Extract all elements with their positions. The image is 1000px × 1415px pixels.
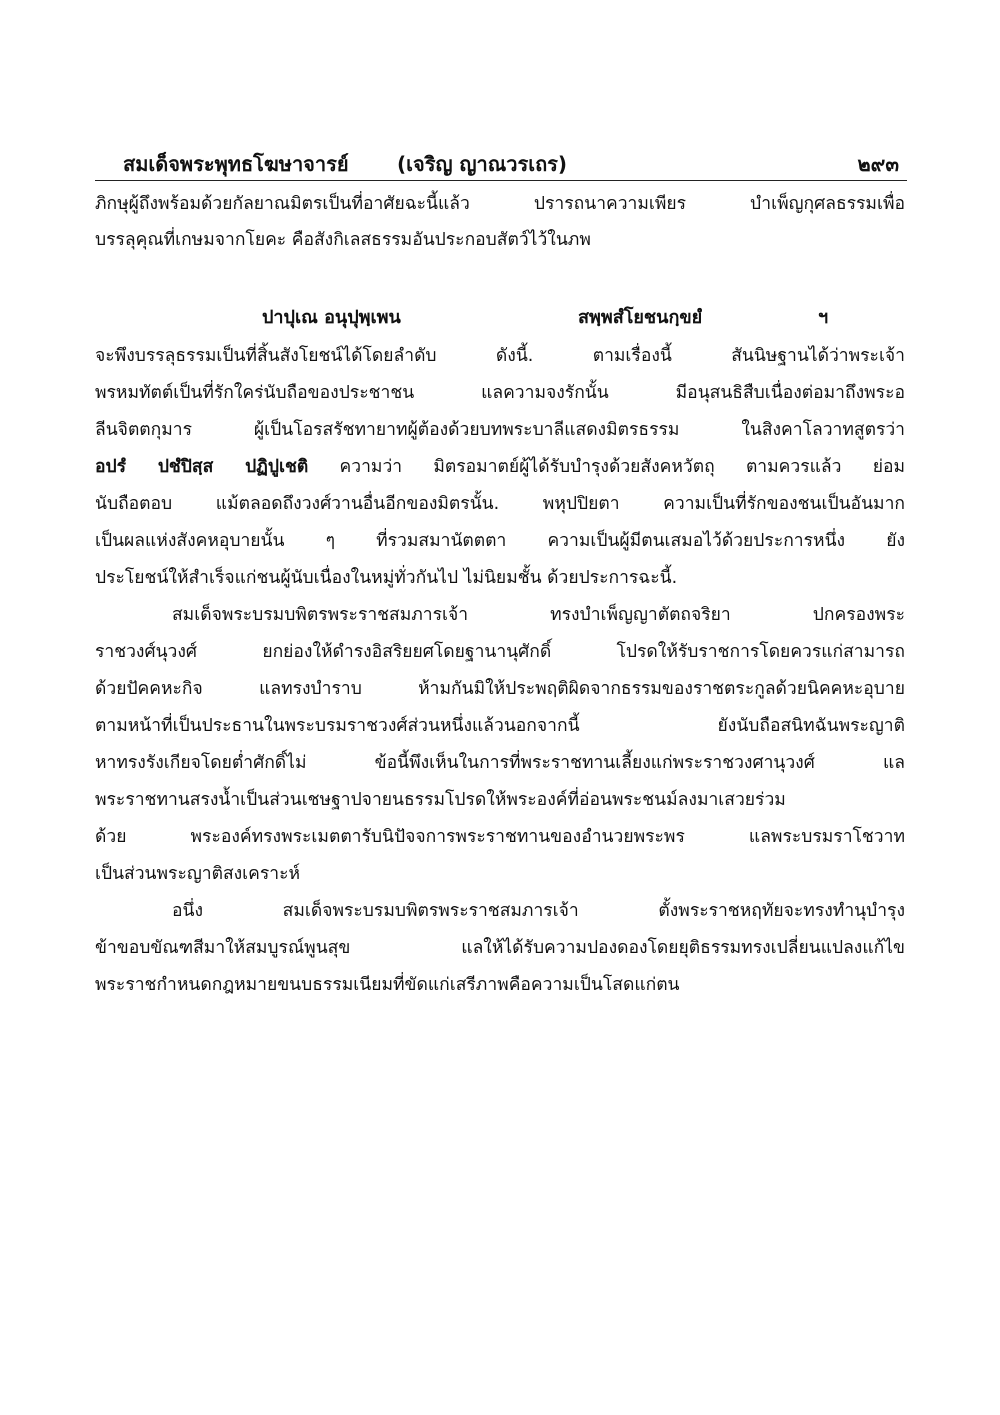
text-line: เป็นผลแห่งสังคหอุบายนั้น ๆ ที่รวมสมานัตตตา ความเป็นผู้มีตนเสมอไว้ด้วยประการหนึ่ง ยัง [95,531,905,551]
page-number: ๒๙๓ [857,152,899,176]
pali-verse-mark: ฯ [818,307,829,328]
text-line: ด้วยปัคคหะกิจ แลทรงบำราบ ห้ามกันมิให้ประพฤติผิดจากธรรมของราชตระกูลด้วยนิคคหะอุบาย [95,679,905,699]
text-line: เป็นส่วนพระญาติสงเคราะห์ [95,864,301,884]
text-line: พระราชทานสรงน้ำเป็นส่วนเชษฐาปจายนธรรมโปรดให้พระองค์ที่อ่อนพระชนม์ลงมาเสวยร่วม [95,790,786,810]
text-line: ราชวงศ์นุวงศ์ ยกย่องให้ดำรงอิสริยยศโดยฐานานุศักดิ์ โปรดให้รับราชการโดยควรแก่สามารถ [95,642,905,662]
text-line: พระราชกำหนดกฎหมายขนบธรรมเนียมที่ขัดแก่เสรีภาพคือความเป็นโสดแก่ตน [95,975,680,995]
text-line: อนึ่ง สมเด็จพระบรมบพิตรพระราชสมภารเจ้า ตั้งพระราชหฤทัยจะทรงทำนุบำรุง [172,901,905,921]
text-span: ความว่า มิตรอมาตย์ผู้ได้รับบำรุงด้วยสังคหวัตถุ ตามควรแล้ว ย่อม [308,457,906,477]
pali-verse-part2: สพฺพสํโยชนกฺขยํ [578,307,703,328]
text-line: ตามหน้าที่เป็นประธานในพระบรมราชวงศ์ส่วนหนึ่งแล้วนอกจากนี้ ยังนับถือสนิทฉันพระญาติ [95,716,905,736]
text-line [95,455,905,479]
header-author: สมเด็จพระพุทธโฆษาจารย์ [123,152,349,176]
pali-quote: อปรํ ปชํปิสฺส ปฏิปูเชติ [95,457,309,477]
text-line: ข้าขอบขัณฑสีมาให้สมบูรณ์พูนสุข แลให้ได้รับความปองดองโดยยุติธรรมทรงเปลี่ยนแปลงแก้ไข [95,938,905,958]
text-line: สมเด็จพระบรมบพิตรพระราชสมภารเจ้า ทรงบำเพ็ญญาตัตถจริยา ปกครองพระ [172,605,905,625]
text-line: ด้วย พระองค์ทรงพระเมตตารับนิปัจจการพระราชทานของอำนวยพระพร แลพระบรมราโชวาท [95,827,905,847]
text-line: จะพึงบรรลุธรรมเป็นที่สิ้นสังโยชน์ได้โดยลำดับ ดังนี้. ตามเรื่องนี้ สันนิษฐานได้ว่าพระเจ้า [95,346,905,366]
pali-verse-part1: ปาปุเณ อนุปุพฺเพน [262,307,401,328]
text-line: พรหมทัตต์เป็นที่รักใคร่นับถือของประชาชน แลความจงรักนั้น มีอนุสนธิสืบเนื่องต่อมาถึงพระอ [95,383,905,403]
text-line: หาทรงรังเกียจโดยต่ำศักดิ์ไม่ ข้อนี้พึงเห็นในการที่พระราชทานเลี้ยงแก่พระราชวงศานุวงศ์ แล [95,753,905,773]
text-line: นับถือตอบ แม้ตลอดถึงวงศ์วานอื่นอีกของมิตรนั้น. พหุปปิยตา ความเป็นที่รักของชนเป็นอันมาก [95,494,905,514]
text-line: ภิกษุผู้ถึงพร้อมด้วยกัลยาณมิตรเป็นที่อาศัยฉะนี้แล้ว ปรารถนาความเพียร บำเพ็ญกุศลธรรมเพื่อ [95,194,905,214]
text-line: บรรลุคุณที่เกษมจากโยคะ คือสังกิเลสธรรมอันประกอบสัตว์ไว้ในภพ [95,230,591,250]
text-line: ลีนจิตตกุมาร ผู้เป็นโอรสรัชทายาทผู้ต้องด้วยบทพระบาลีแสดงมิตรธรรม ในสิงคาโลวาทสูตรว่า [95,420,905,440]
page-header [95,148,907,181]
header-author-name: (เจริญ ญาณวรเถร) [397,152,568,176]
text-line: ประโยชน์ให้สำเร็จแก่ชนผู้นับเนื่องในหมู่ทั่วกันไป ไม่นิยมชั้น ด้วยประการฉะนี้. [95,568,678,588]
